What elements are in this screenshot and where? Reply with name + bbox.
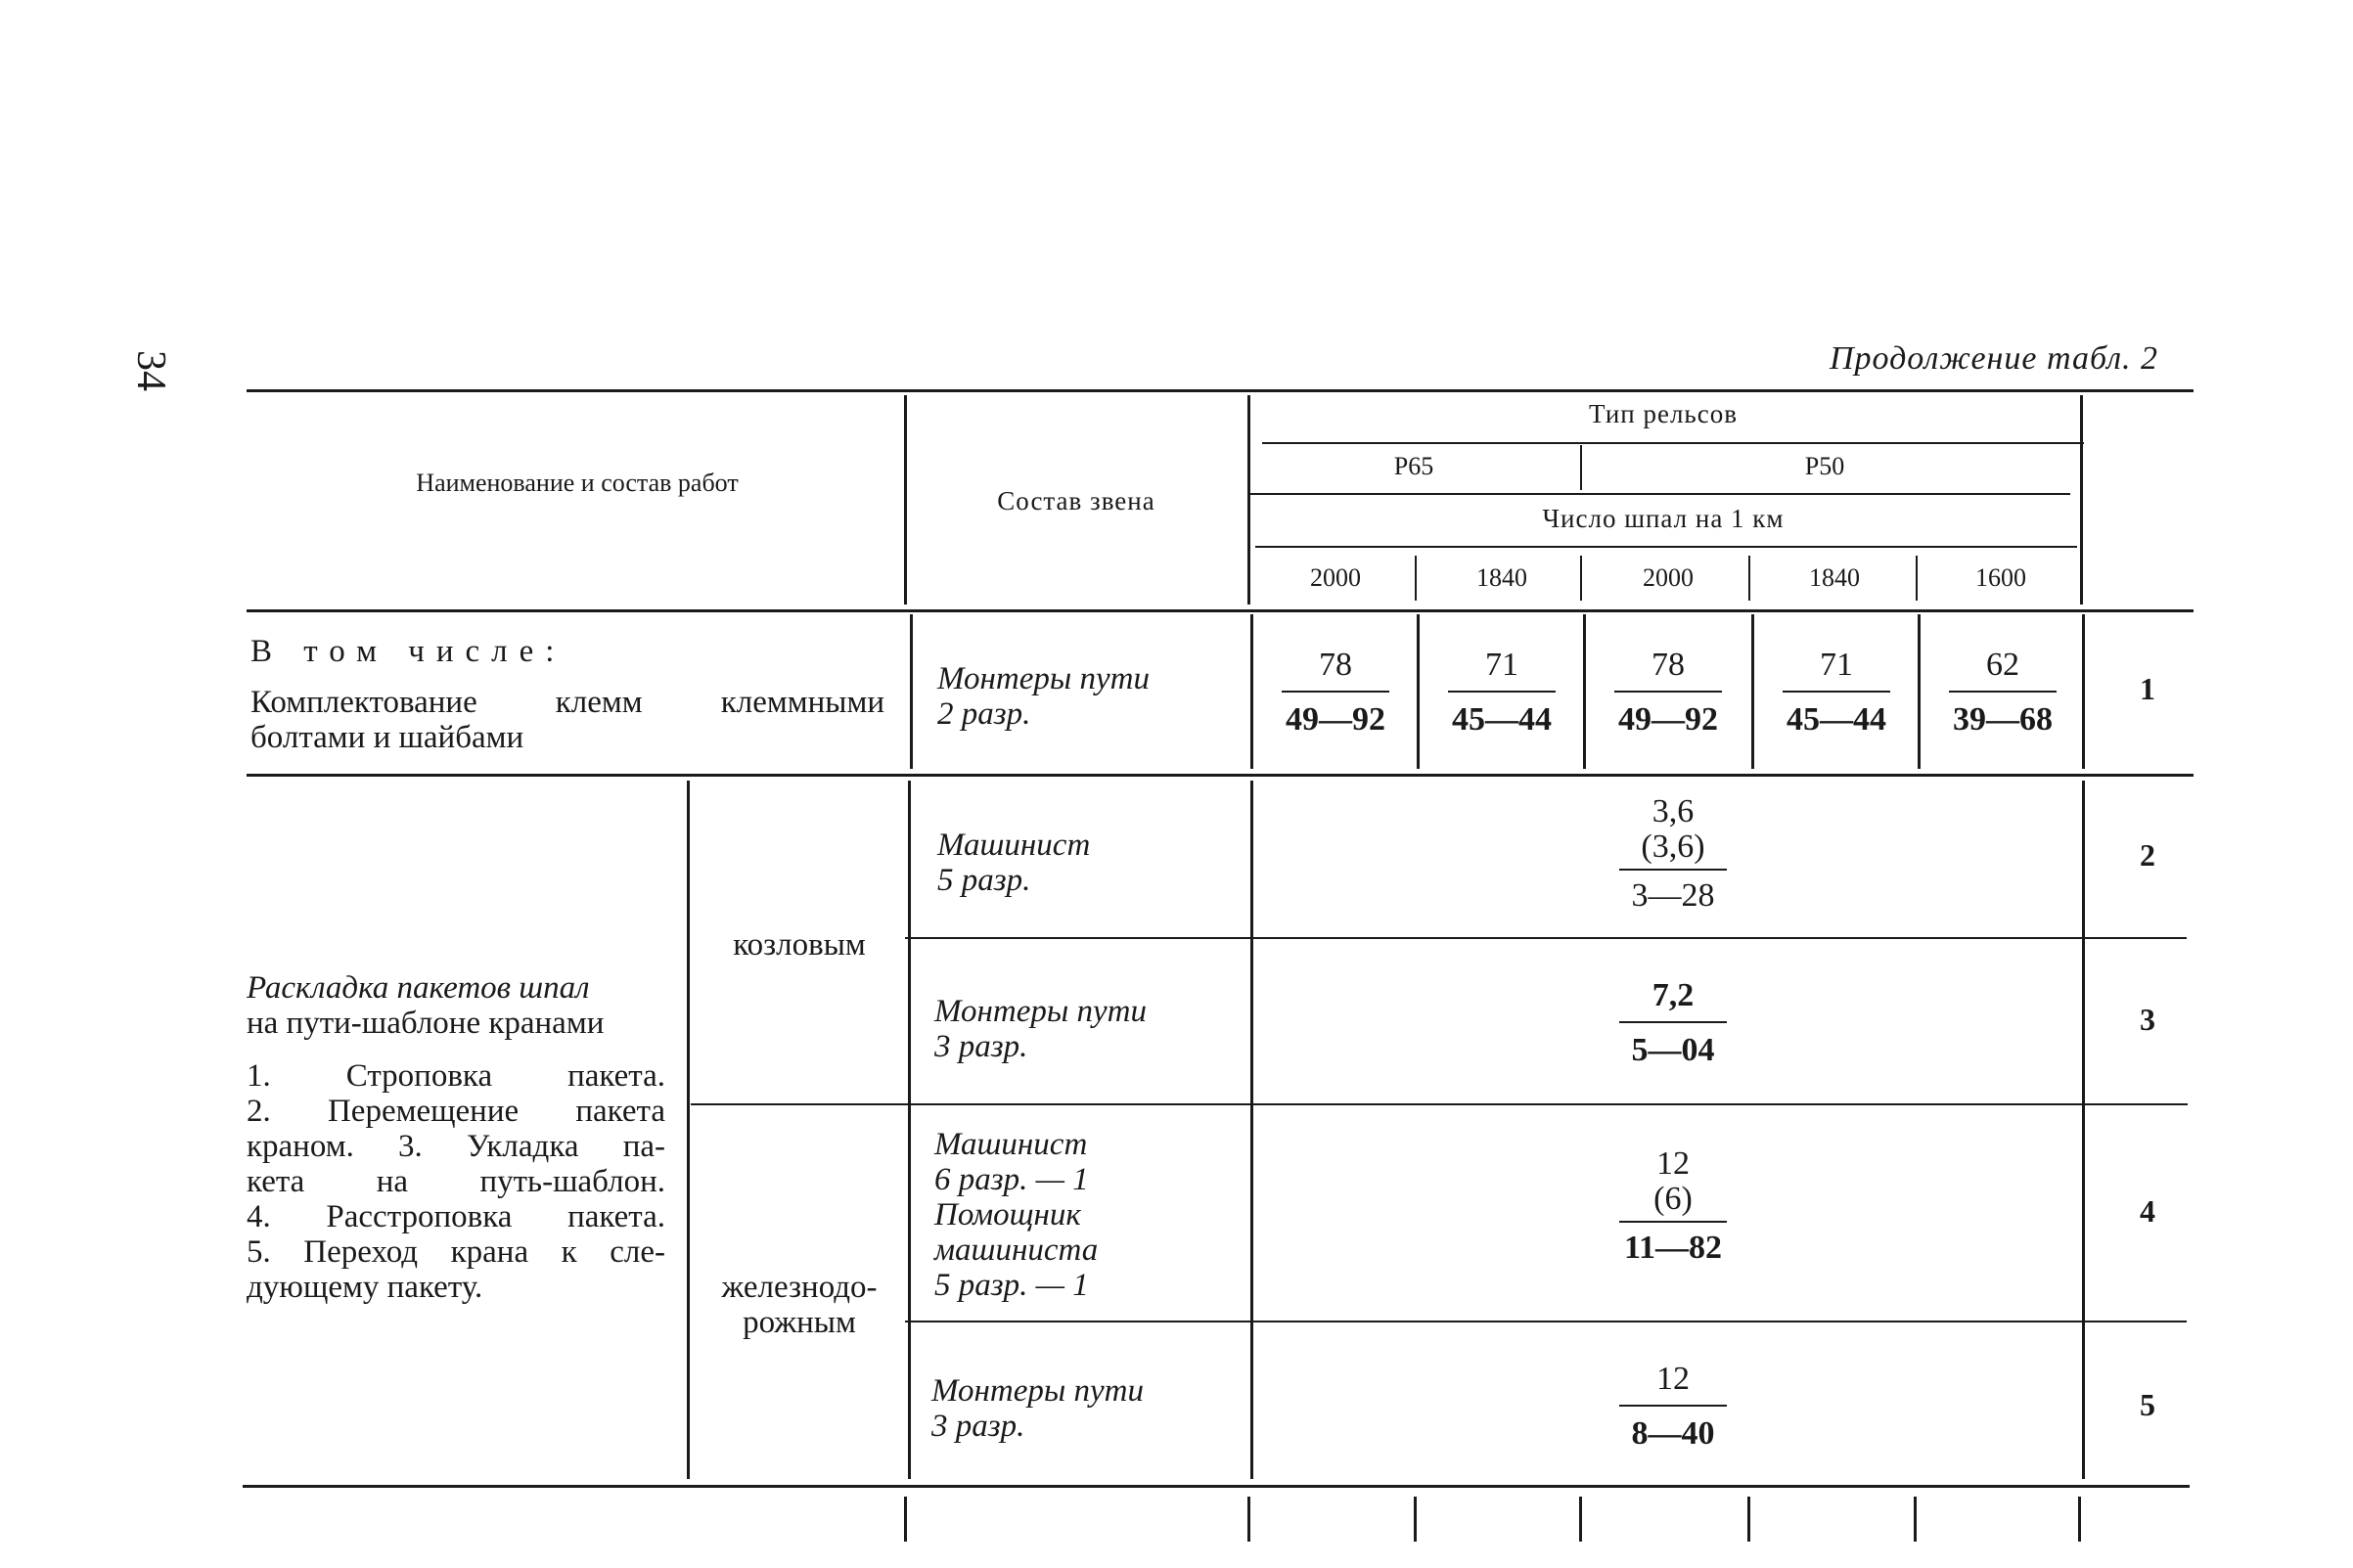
header-bottom-rule — [247, 609, 2194, 612]
rail-split-rule — [1580, 445, 1582, 490]
row1-work-line2: болтами и шайбами — [250, 720, 524, 755]
row5-crew-line2: 3 разр. — [931, 1409, 1025, 1444]
header-rail-type: Тип рельсов — [1589, 399, 1738, 428]
row1-value-1: 78 49—92 — [1272, 646, 1399, 739]
last-col-rule — [2082, 781, 2085, 1479]
group-title-rule — [687, 781, 690, 1479]
row2-crew-line2: 5 разр. — [937, 863, 1031, 898]
row1-value-5: 62 39—68 — [1939, 646, 2066, 739]
row1-crew-line2: 2 разр. — [937, 696, 1031, 732]
row1-rule-e — [1751, 614, 1754, 769]
count-rule-2 — [1580, 556, 1582, 601]
row4-value: 12 (6) 11—82 — [1595, 1146, 1751, 1268]
row3-value: 7,2 5—04 — [1595, 976, 1751, 1070]
header-count-2: 1840 — [1476, 563, 1527, 592]
table-top-rule — [247, 389, 2194, 392]
row4-crew-line1: Машинист — [934, 1127, 1088, 1162]
crane-split-rule — [691, 1103, 2188, 1105]
table-continuation-label: Продолжение табл. 2 — [1830, 340, 2159, 377]
bottom-tick-2 — [1247, 1497, 1250, 1542]
crew-col-rule-header — [1247, 395, 1250, 605]
row4-crew-line2: 6 разр. — 1 — [934, 1162, 1089, 1197]
header-work-name: Наименование и состав работ — [416, 469, 739, 497]
rail-sub-rule — [1248, 493, 2070, 495]
count-rule-4 — [1916, 556, 1918, 601]
row5-number: 5 — [2140, 1387, 2155, 1422]
count-rule-3 — [1748, 556, 1750, 601]
row4-number: 4 — [2140, 1193, 2155, 1229]
group-step-6: 5. Переход крана к сле- — [247, 1234, 665, 1270]
header-count-1: 2000 — [1310, 563, 1361, 592]
row2-value: 3,6 (3,6) 3—28 — [1595, 794, 1751, 916]
row4-bottom-rule — [905, 1321, 2187, 1322]
row1-prefix: В том числе: — [250, 634, 566, 669]
bottom-tick-1 — [904, 1497, 907, 1542]
page-number: 34 — [128, 350, 173, 391]
row3-number: 3 — [2140, 1002, 2155, 1037]
row1-value-2: 71 45—44 — [1438, 646, 1565, 739]
row1-rule-d — [1583, 614, 1586, 769]
row3-crew-line1: Монтеры пути — [934, 994, 1147, 1029]
row1-number: 1 — [2140, 671, 2155, 706]
group-step-1: 1. Строповка пакета. — [247, 1058, 665, 1094]
bottom-tick-3 — [1414, 1497, 1417, 1542]
row4-crew-line5: 5 разр. — 1 — [934, 1268, 1089, 1303]
header-count-4: 1840 — [1809, 563, 1860, 592]
header-count-5: 1600 — [1975, 563, 2026, 592]
bottom-tick-5 — [1747, 1497, 1750, 1542]
crane-type-railway-line2: рожным — [743, 1305, 856, 1340]
group-step-7: дующему пакету. — [247, 1270, 483, 1305]
group-title-line1: Раскладка пакетов шпал — [247, 970, 590, 1006]
row2-number: 2 — [2140, 837, 2155, 873]
row1-work-line1: Комплектование клемм клеммными — [250, 685, 884, 720]
header-rail-p65: Р65 — [1393, 452, 1434, 480]
group-step-4: кета на путь-шаблон. — [247, 1164, 665, 1199]
crew-col-rule — [1250, 781, 1253, 1479]
row2-crew-line1: Машинист — [937, 828, 1091, 863]
row1-rule-a — [910, 614, 913, 769]
bottom-tick-4 — [1579, 1497, 1582, 1542]
row1-rule-f — [1918, 614, 1921, 769]
row2-bottom-rule — [905, 937, 2187, 939]
row1-bottom-rule — [247, 774, 2194, 777]
row1-value-4: 71 45—44 — [1773, 646, 1900, 739]
table-bottom-rule — [243, 1485, 2190, 1488]
count-rule-1 — [1415, 556, 1417, 601]
header-sleepers-per-km: Число шпал на 1 км — [1542, 504, 1785, 533]
bottom-tick-7 — [2078, 1497, 2081, 1542]
header-rail-p50: Р50 — [1804, 452, 1845, 480]
crane-col-rule — [908, 781, 911, 1479]
crane-type-railway-line1: железнодо- — [721, 1270, 878, 1305]
group-step-5: 4. Расстроповка пакета. — [247, 1199, 665, 1234]
group-step-3: краном. 3. Укладка па- — [247, 1129, 665, 1164]
header-count-3: 2000 — [1643, 563, 1694, 592]
rail-type-rule — [1262, 442, 2084, 444]
row1-rule-c — [1417, 614, 1420, 769]
header-crew: Состав звена — [997, 486, 1155, 515]
row1-value-3: 78 49—92 — [1605, 646, 1732, 739]
crane-type-gantry: козловым — [733, 927, 866, 963]
group-title-line2: на пути-шаблоне кранами — [247, 1006, 605, 1041]
row4-crew-line3: Помощник — [934, 1197, 1081, 1232]
row5-value: 12 8—40 — [1595, 1360, 1751, 1454]
last-col-rule-header — [2080, 395, 2083, 605]
bottom-tick-6 — [1914, 1497, 1917, 1542]
row3-crew-line2: 3 разр. — [934, 1029, 1028, 1064]
row1-rule-g — [2082, 614, 2085, 769]
row5-crew-line1: Монтеры пути — [931, 1373, 1144, 1409]
work-col-rule — [904, 395, 907, 605]
sleepers-rule — [1255, 546, 2077, 548]
group-step-2: 2. Перемещение пакета — [247, 1094, 665, 1129]
row1-rule-b — [1250, 614, 1253, 769]
row1-crew-line1: Монтеры пути — [937, 661, 1150, 696]
row4-crew-line4: машиниста — [934, 1232, 1099, 1268]
